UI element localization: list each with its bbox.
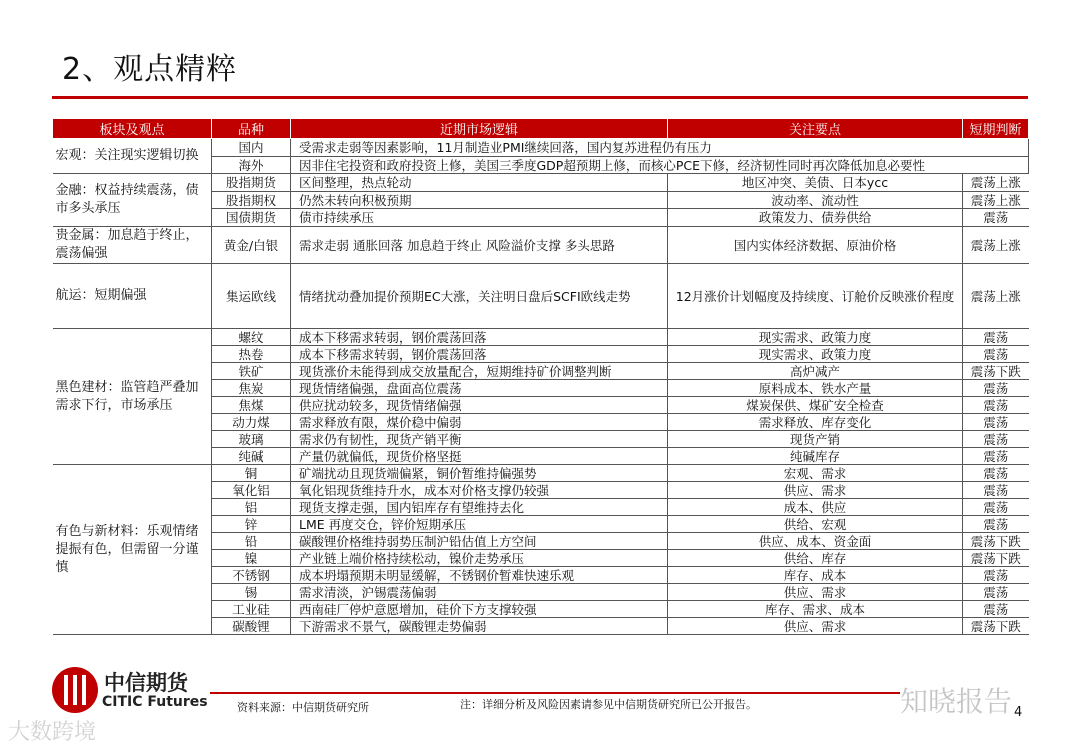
- table-row: [53, 174, 1029, 192]
- logic-cell: 成本下移需求转弱，钢价震荡回落: [291, 346, 668, 363]
- judgment-cell: 震荡上涨: [963, 227, 1029, 264]
- variety-cell: 铅: [212, 533, 291, 550]
- variety-cell: 锡: [212, 584, 291, 601]
- variety-cell: 纯碱: [212, 448, 291, 465]
- logic-cell: 成本坍塌预期未明显缓解，不锈钢价暂难快速乐观: [291, 567, 668, 584]
- judgment-cell: 震荡: [963, 601, 1029, 618]
- logic-cell: 供应扰动较多，现货情绪偏强: [291, 397, 668, 414]
- header-sector: 板块及观点: [53, 119, 212, 139]
- sector-cell: 金融：权益持续震荡，债市多头承压: [53, 174, 212, 227]
- judgment-cell: 震荡: [963, 329, 1029, 346]
- variety-cell: 铁矿: [212, 363, 291, 380]
- judgment-cell: 震荡下跌: [963, 363, 1029, 380]
- views-table: [52, 118, 1029, 635]
- logic-cell: 因非住宅投资和政府投资上修，美国三季度GDP超预期上修，而核心PCE下修，经济韧性同时再次降低加息必要性: [291, 157, 1029, 174]
- focus-cell: 供给、库存: [668, 550, 963, 567]
- header-variety: 品种: [212, 119, 291, 139]
- focus-cell: 宏观、需求: [668, 465, 963, 482]
- variety-cell: 不锈钢: [212, 567, 291, 584]
- focus-cell: 供应、成本、资金面: [668, 533, 963, 550]
- focus-cell: 纯碱库存: [668, 448, 963, 465]
- watermark-dashu: 大数跨境: [8, 720, 97, 745]
- sector-cell: 航运：短期偏强: [53, 264, 212, 329]
- judgment-cell: 震荡: [963, 584, 1029, 601]
- logic-cell: 西南硅厂停炉意愿增加，硅价下方支撑较强: [291, 601, 668, 618]
- logo-english-name: CITIC Futures: [102, 694, 208, 710]
- judgment-cell: 震荡: [963, 448, 1029, 465]
- title-divider: [52, 96, 1028, 99]
- judgment-cell: 震荡下跌: [963, 618, 1029, 635]
- logic-cell: 需求清淡，沪锡震荡偏弱: [291, 584, 668, 601]
- logic-cell: 需求仍有韧性，现货产销平衡: [291, 431, 668, 448]
- judgment-cell: 震荡: [963, 499, 1029, 516]
- citic-logo: [52, 665, 212, 715]
- logic-cell: 债市持续承压: [291, 209, 668, 227]
- variety-cell: 镍: [212, 550, 291, 567]
- header-judgment: 短期判断: [963, 119, 1029, 139]
- judgment-cell: 震荡: [963, 482, 1029, 499]
- variety-cell: 黄金/白银: [212, 227, 291, 264]
- judgment-cell: 震荡: [963, 567, 1029, 584]
- focus-cell: 现实需求、政策力度: [668, 346, 963, 363]
- variety-cell: 股指期货: [212, 174, 291, 192]
- focus-cell: 地区冲突、美债、日本ycc: [668, 174, 963, 192]
- table-body: [53, 139, 1029, 635]
- variety-cell: 氧化铝: [212, 482, 291, 499]
- judgment-cell: 震荡: [963, 431, 1029, 448]
- focus-cell: 供应、需求: [668, 482, 963, 499]
- variety-cell: 工业硅: [212, 601, 291, 618]
- judgment-cell: 震荡上涨: [963, 174, 1029, 192]
- source-note: 资料来源：中信期货研究所: [237, 701, 369, 714]
- table-row: [53, 264, 1029, 329]
- focus-cell: 政策发力、债券供给: [668, 209, 963, 227]
- logic-cell: 产量仍就偏低，现货价格坚挺: [291, 448, 668, 465]
- logic-cell: 下游需求不景气，碳酸锂走势偏弱: [291, 618, 668, 635]
- judgment-cell: 震荡: [963, 209, 1029, 227]
- page-title: 2、观点精粹: [62, 52, 238, 87]
- focus-cell: 成本、供应: [668, 499, 963, 516]
- judgment-cell: 震荡: [963, 380, 1029, 397]
- judgment-cell: 震荡上涨: [963, 192, 1029, 209]
- logic-cell: 区间整理，热点轮动: [291, 174, 668, 192]
- judgment-cell: 震荡: [963, 516, 1029, 533]
- logic-cell: 产业链上端价格持续松动，镍价走势承压: [291, 550, 668, 567]
- citic-logo-mark-icon: [52, 667, 98, 713]
- variety-cell: 国内: [212, 139, 291, 157]
- sector-cell: 有色与新材料：乐观情绪提振有色，但需留一分谨慎: [53, 465, 212, 635]
- focus-cell: 波动率、流动性: [668, 192, 963, 209]
- variety-cell: 玻璃: [212, 431, 291, 448]
- sector-cell: 贵金属：加息趋于终止，震荡偏强: [53, 227, 212, 264]
- logic-cell: 仍然未转向积极预期: [291, 192, 668, 209]
- table-row: [53, 227, 1029, 264]
- table-row: [53, 465, 1029, 482]
- logic-cell: 情绪扰动叠加提价预期EC大涨，关注明日盘后SCFI欧线走势: [291, 264, 668, 329]
- variety-cell: 螺纹: [212, 329, 291, 346]
- focus-cell: 现实需求、政策力度: [668, 329, 963, 346]
- focus-cell: 需求释放、库存变化: [668, 414, 963, 431]
- logic-cell: 受需求走弱等因素影响，11月制造业PMI继续回落，国内复苏进程仍有压力: [291, 139, 1029, 157]
- variety-cell: 焦煤: [212, 397, 291, 414]
- logic-cell: 氧化铝现货维持升水，成本对价格支撑仍较强: [291, 482, 668, 499]
- logic-cell: 矿端扰动且现货端偏紧，铜价暂维持偏强势: [291, 465, 668, 482]
- footer-divider: [210, 692, 900, 694]
- judgment-cell: 震荡: [963, 346, 1029, 363]
- focus-cell: 煤炭保供、煤矿安全检查: [668, 397, 963, 414]
- variety-cell: 锌: [212, 516, 291, 533]
- sector-cell: 宏观：关注现实逻辑切换: [53, 139, 212, 174]
- judgment-cell: 震荡下跌: [963, 550, 1029, 567]
- judgment-cell: 震荡: [963, 397, 1029, 414]
- focus-cell: 现货产销: [668, 431, 963, 448]
- judgment-cell: 震荡上涨: [963, 264, 1029, 329]
- variety-cell: 股指期权: [212, 192, 291, 209]
- variety-cell: 动力煤: [212, 414, 291, 431]
- variety-cell: 海外: [212, 157, 291, 174]
- focus-cell: 库存、需求、成本: [668, 601, 963, 618]
- variety-cell: 碳酸锂: [212, 618, 291, 635]
- logo-chinese-name: 中信期货: [104, 671, 188, 695]
- table-row: [53, 329, 1029, 346]
- variety-cell: 焦炭: [212, 380, 291, 397]
- table-row: [53, 139, 1029, 157]
- focus-cell: 供给、宏观: [668, 516, 963, 533]
- watermark-zhixiao: 知晓报告: [900, 685, 1013, 718]
- table-header-row: [53, 119, 1029, 139]
- logic-cell: 需求走弱 通胀回落 加息趋于终止 风险溢价支撑 多头思路: [291, 227, 668, 264]
- page-number: 4: [1014, 705, 1023, 720]
- variety-cell: 铜: [212, 465, 291, 482]
- focus-cell: 供应、需求: [668, 618, 963, 635]
- focus-cell: 国内实体经济数据、原油价格: [668, 227, 963, 264]
- logic-cell: 现货涨价未能得到成交放量配合，短期维持矿价调整判断: [291, 363, 668, 380]
- judgment-cell: 震荡下跌: [963, 533, 1029, 550]
- logic-cell: 现货情绪偏强，盘面高位震荡: [291, 380, 668, 397]
- logic-cell: 现货支撑走强，国内铝库存有望维持去化: [291, 499, 668, 516]
- logic-cell: LME 再度交仓，锌价短期承压: [291, 516, 668, 533]
- header-focus: 关注要点: [668, 119, 963, 139]
- logic-cell: 需求释放有限，煤价稳中偏弱: [291, 414, 668, 431]
- header-logic: 近期市场逻辑: [291, 119, 668, 139]
- focus-cell: 供应、需求: [668, 584, 963, 601]
- judgment-cell: 震荡: [963, 414, 1029, 431]
- sector-cell: 黑色建材：监管趋严叠加需求下行，市场承压: [53, 329, 212, 465]
- judgment-cell: 震荡: [963, 465, 1029, 482]
- focus-cell: 原料成本、铁水产量: [668, 380, 963, 397]
- logic-cell: 碳酸锂价格维持弱势压制沪铅估值上方空间: [291, 533, 668, 550]
- logic-cell: 成本下移需求转弱，钢价震荡回落: [291, 329, 668, 346]
- focus-cell: 库存、成本: [668, 567, 963, 584]
- variety-cell: 铝: [212, 499, 291, 516]
- variety-cell: 热卷: [212, 346, 291, 363]
- focus-cell: 12月涨价计划幅度及持续度、订舱价反映涨价程度: [668, 264, 963, 329]
- disclaimer-note: 注：详细分析及风险因素请参见中信期货研究所已公开报告。: [460, 698, 757, 711]
- variety-cell: 集运欧线: [212, 264, 291, 329]
- variety-cell: 国债期货: [212, 209, 291, 227]
- focus-cell: 高炉减产: [668, 363, 963, 380]
